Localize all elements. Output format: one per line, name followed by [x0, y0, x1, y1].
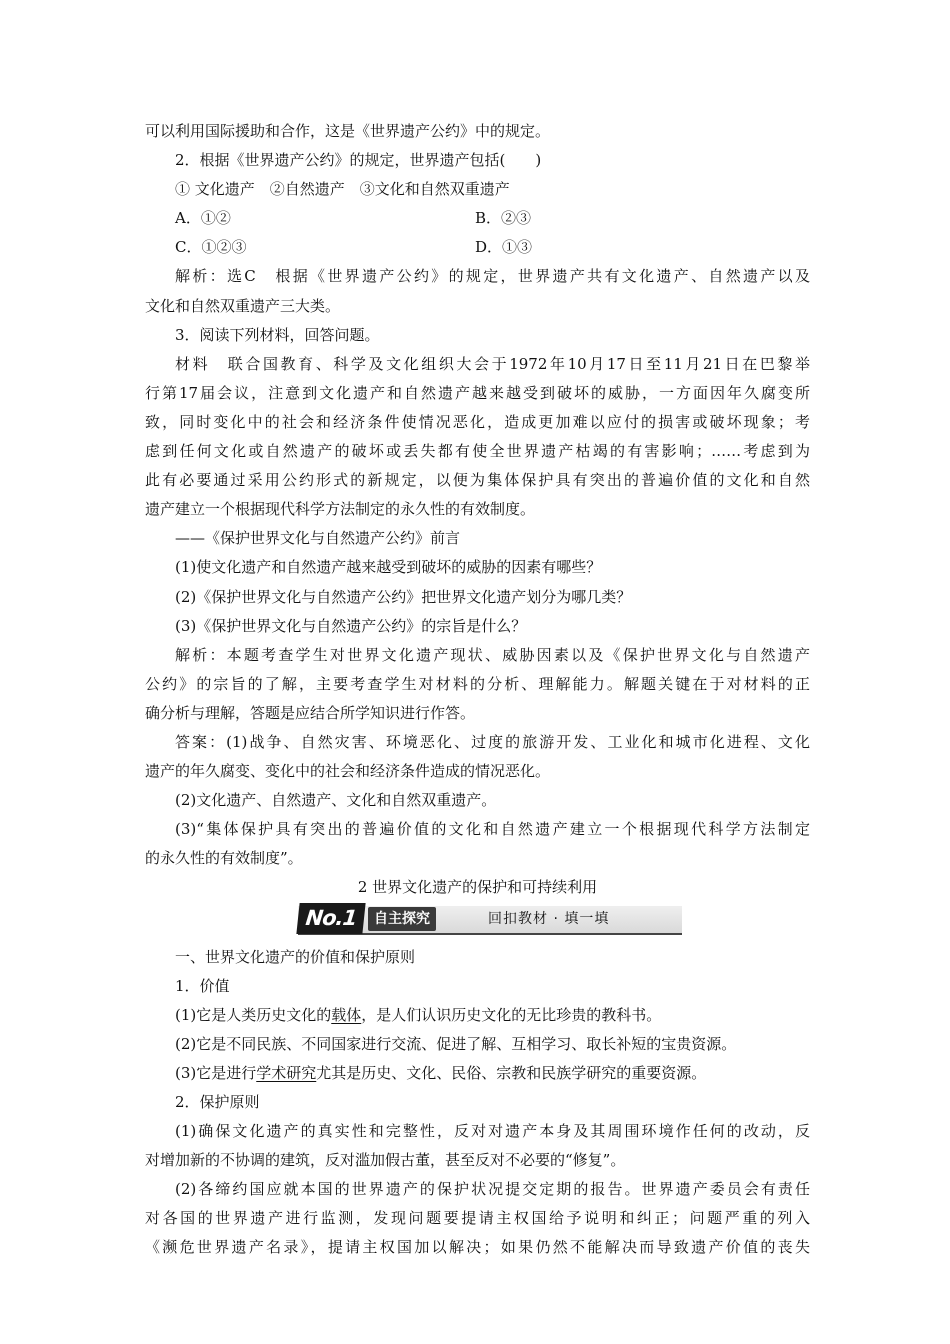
- material-line: 致，同时变化中的社会和经济条件使情况恶化，造成更加难以应付的损害或破坏现象；考: [145, 412, 810, 431]
- option-b: B．②③: [475, 209, 532, 228]
- answer-line: (3)“集体保护具有突出的普遍价值的文化和自然遗产建立一个根据现代科学方法制定: [175, 820, 810, 839]
- answer-line: 的永久性的有效制度”。: [145, 849, 303, 868]
- principle-line: 对增加新的不协调的建筑，反对滥加假古董，甚至反对不必要的“修复”。: [145, 1151, 626, 1170]
- material-source: ——《保护世界文化与自然遗产公约》前言: [175, 529, 461, 548]
- analysis-3-line: 公约》的宗旨的了解，主要考查学生对材料的分析、理解能力。解题关键在于对材料的正: [145, 674, 810, 693]
- principle-line: (2)各缔约国应就本国的世界遗产的保护状况提交定期的报告。世界遗产委员会有责任: [175, 1180, 810, 1199]
- answer-line: 遗产的年久腐变、变化中的社会和经济条件造成的情况恶化。: [145, 762, 551, 781]
- heading-1: 一、世界文化遗产的价值和保护原则: [175, 947, 416, 966]
- answer-line: 答案：(1)战争、自然灾害、环境恶化、过度的旅游开发、工业化和城市化进程、文化: [175, 732, 810, 751]
- banner-bar: [298, 906, 682, 935]
- text-span: 尤其是历史、文化、民俗、宗教和民族学研究的重要资源。: [316, 1063, 707, 1082]
- document-page: [145, 117, 810, 1263]
- question-2: 2．根据《世界遗产公约》的规定，世界遗产包括( ): [175, 151, 542, 170]
- sub-question-1: (1)使文化遗产和自然遗产越来越受到破坏的威胁的因素有哪些？: [175, 558, 602, 577]
- underlined-term: 学术研究: [256, 1063, 317, 1082]
- sub-question-3: (3)《保护世界文化与自然遗产公约》的宗旨是什么？: [175, 616, 527, 635]
- question-2-items: ① 文化遗产 ②自然遗产 ③文化和自然双重遗产: [175, 180, 510, 199]
- sub-question-2: (2)《保护世界文化与自然遗产公约》把世界文化遗产划分为哪几类？: [175, 587, 632, 606]
- value-item-3: [145, 1059, 810, 1088]
- banner-title: 自主探究: [368, 907, 436, 931]
- heading-principle: 2．保护原则: [175, 1093, 260, 1111]
- question-3: 3．阅读下列材料，回答问题。: [175, 325, 380, 344]
- text-span: ，是人们认识历史文化的无比珍贵的教科书。: [361, 1005, 662, 1024]
- material-line: 行第17届会议，注意到文化遗产和自然遗产越来越受到破坏的威胁，一方面因年久腐变所: [145, 383, 810, 402]
- section-title: 2 世界文化遗产的保护和可持续利用: [357, 878, 598, 897]
- option-a: A．①②: [175, 209, 231, 228]
- heading-value: 1．价值: [175, 976, 230, 995]
- options-row-cd: [145, 233, 810, 262]
- principle-line: (1)确保文化遗产的真实性和完整性，反对对遗产本身及其周围环境作任何的改动，反: [175, 1122, 810, 1141]
- value-item-1: [145, 1001, 810, 1030]
- material-line: 此有必要通过采用公约形式的新规定，以便为集体保护具有突出的普遍价值的文化和自然: [145, 471, 810, 490]
- material-line: 虑到任何文化或自然遗产的破坏或丢失都有使全世界遗产枯竭的有害影响；……考虑到为: [145, 442, 810, 461]
- answer-line: (2)文化遗产、自然遗产、文化和自然双重遗产。: [175, 791, 497, 810]
- analysis-2-line: 文化和自然双重遗产三大类。: [145, 296, 341, 315]
- material-line: 材料 联合国教育、科学及文化组织大会于1972年10月17日至11月21日在巴黎举: [175, 354, 810, 373]
- principle-line: 《濒危世界遗产名录》，提请主权国加以解决；如果仍然不能解决而导致遗产价值的丧失: [145, 1238, 810, 1257]
- option-d: D．①③: [475, 238, 533, 257]
- banner-subtitle: 回扣教材 · 填一填: [488, 910, 610, 927]
- text-span: (3)它是进行: [175, 1063, 257, 1082]
- value-item-2: (2)它是不同民族、不同国家进行交流、促进了解、互相学习、取长补短的宝贵资源。: [175, 1034, 737, 1053]
- text-line: 可以利用国际援助和合作，这是《世界遗产公约》中的规定。: [145, 122, 551, 140]
- options-row-ab: [145, 204, 810, 233]
- analysis-2-line: 解析：选C 根据《世界遗产公约》的规定，世界遗产共有文化遗产、自然遗产以及: [175, 267, 810, 286]
- analysis-3-line: 确分析与理解，答题是应结合所学知识进行作答。: [145, 703, 476, 722]
- option-c: C．①②③: [175, 238, 247, 257]
- principle-line: 对各国的世界遗产进行监测，发现问题要提请主权国给予说明和纠正；问题严重的列入: [145, 1209, 810, 1228]
- underlined-term: 载体: [331, 1005, 362, 1024]
- analysis-3-line: 解析：本题考查学生对世界文化遗产现状、威胁因素以及《保护世界文化与自然遗产: [175, 645, 810, 664]
- section-banner: [145, 904, 810, 940]
- banner-number: No.1: [296, 903, 365, 934]
- text-span: (1)它是人类历史文化的: [175, 1005, 332, 1024]
- material-line: 遗产建立一个根据现代科学方法制定的永久性的有效制度。: [145, 500, 536, 519]
